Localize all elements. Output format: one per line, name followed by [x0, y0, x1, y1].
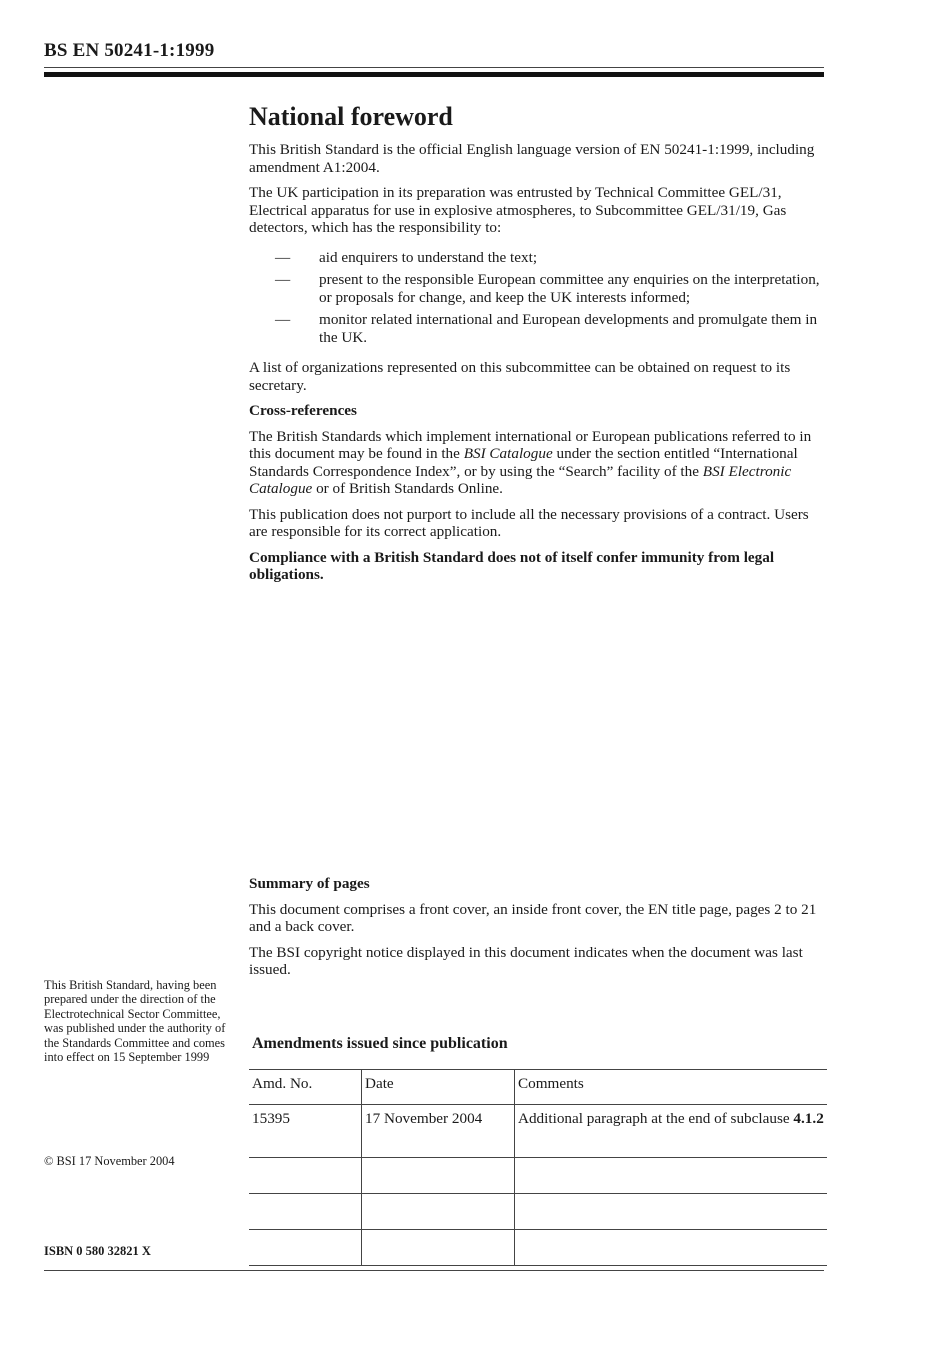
- summary-paragraph-1: This document comprises a front cover, an inside front cover, the EN title page, pages 2 to 21 and a back cover.: [249, 900, 817, 935]
- empty-cell: [515, 1158, 828, 1194]
- summary-paragraph-2: The BSI copyright notice displayed in this document indicates when the document was last issued.: [249, 943, 803, 978]
- empty-cell: [515, 1194, 828, 1230]
- list-dash: —: [275, 271, 291, 288]
- publication-note: This British Standard, having been prepared under the direction of the Electrotechnical Sector Committee, was published under the authority of the Standards Committee and comes into effect on 15 September 1999: [44, 978, 226, 1065]
- empty-cell: [362, 1194, 515, 1230]
- foreword-paragraph-4: This publication does not purport to include all the necessary provisions of a contract. Users are responsible for its correct application.: [249, 505, 809, 540]
- table-row-empty: [249, 1194, 827, 1230]
- empty-cell: [362, 1158, 515, 1194]
- comments-cell: [515, 1105, 828, 1158]
- comment-text: Additional paragraph at the end of subclause: [518, 1110, 794, 1127]
- bsi-electronic-catalogue-reference: BSI Electronic Catalogue: [249, 462, 792, 497]
- list-dash: —: [275, 311, 291, 328]
- cross-references-heading: Cross-references: [249, 402, 357, 419]
- date-cell: 17 November 2004: [362, 1105, 515, 1158]
- cross-references-paragraph: [249, 428, 827, 498]
- copyright-notice: © BSI 17 November 2004: [44, 1154, 175, 1168]
- document-id: BS EN 50241-1:1999: [44, 40, 215, 61]
- list-item-text: present to the responsible European committee any enquiries on the interpretation, or proposals for change, and keep the UK interests informed;: [319, 271, 820, 306]
- table-row-empty: [249, 1230, 827, 1266]
- empty-cell: [362, 1230, 515, 1266]
- list-dash: —: [275, 248, 291, 266]
- summary-section: [249, 875, 827, 987]
- isbn: ISBN 0 580 32821 X: [44, 1244, 151, 1258]
- subclause-reference: 4.1.2: [793, 1110, 824, 1127]
- foreword-paragraph-2: The UK participation in its preparation was entrusted by Technical Committee GEL/31, Electrical apparatus for use in explosive atmospheres, to Subcommittee GEL/31/19, Gas detectors, which has the responsibility to:: [249, 184, 787, 236]
- table-row: [249, 1105, 827, 1158]
- header-rule-thin: [44, 67, 824, 68]
- list-item: [249, 271, 827, 306]
- empty-cell: [249, 1230, 362, 1266]
- responsibility-list: [249, 249, 827, 347]
- column-header-amd-no: Amd. No.: [249, 1070, 362, 1105]
- cross-ref-text-2: under the section entitled “International Standards Correspondence Index”, or by using the “Search” facility of the: [249, 445, 798, 480]
- summary-heading: Summary of pages: [249, 875, 370, 892]
- empty-cell: [249, 1194, 362, 1230]
- empty-cell: [515, 1230, 828, 1266]
- cross-ref-text-1: The British Standards which implement international or European publications referred to in this document may be found in the: [249, 427, 812, 462]
- amendments-title: Amendments issued since publication: [252, 1035, 508, 1052]
- foreword-paragraph-1: This British Standard is the official English language version of EN 50241-1:1999, including amendment A1:2004.: [249, 141, 815, 176]
- empty-cell: [249, 1158, 362, 1194]
- column-header-comments: Comments: [515, 1070, 828, 1105]
- page-title: National foreword: [249, 102, 453, 131]
- table-header-row: [249, 1070, 827, 1105]
- footer-rule: [44, 1270, 824, 1271]
- foreword-paragraph-3: A list of organizations represented on this subcommittee can be obtained on request to its secretary.: [249, 359, 791, 394]
- list-item: [249, 311, 827, 346]
- header-rule-thick: [44, 72, 824, 77]
- amd-no-cell: 15395: [249, 1105, 362, 1158]
- list-item: [249, 249, 827, 267]
- list-item-text: monitor related international and European developments and promulgate them in the UK.: [319, 311, 818, 346]
- amendments-table: [249, 1069, 827, 1266]
- cross-ref-text-3: or of British Standards Online.: [312, 480, 503, 497]
- foreword-section: [249, 102, 827, 592]
- column-header-date: Date: [362, 1070, 515, 1105]
- table-row-empty: [249, 1158, 827, 1194]
- bsi-catalogue-reference: BSI Catalogue: [463, 445, 553, 462]
- compliance-statement: Compliance with a British Standard does not of itself confer immunity from legal obligations.: [249, 548, 775, 583]
- list-item-text: aid enquirers to understand the text;: [319, 248, 538, 266]
